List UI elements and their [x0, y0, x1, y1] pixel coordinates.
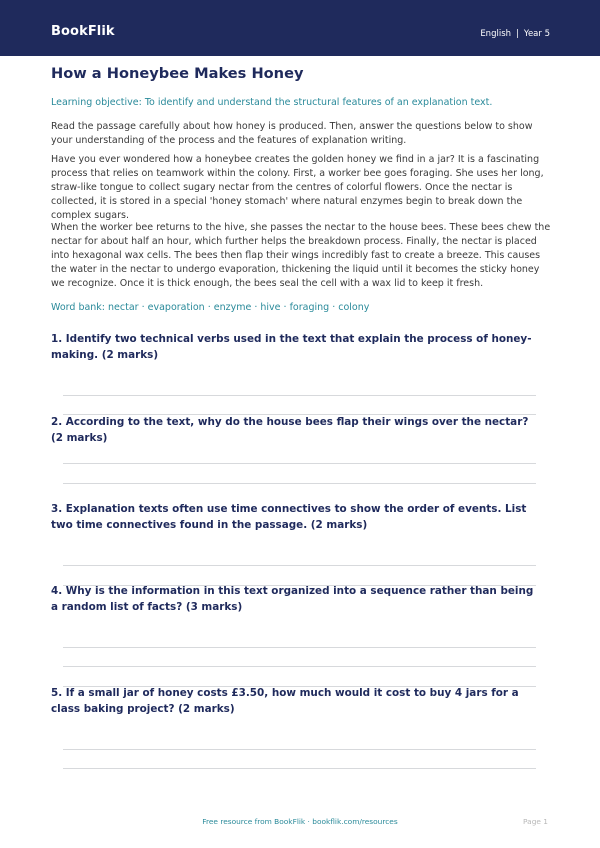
answer-line[interactable] — [63, 647, 536, 648]
answer-line[interactable] — [63, 483, 536, 484]
answer-line[interactable] — [63, 666, 536, 667]
answer-line[interactable] — [63, 749, 536, 750]
question-4: 4. Why is the information in this text organized into a sequence rather than being a random list of facts? (3 marks) — [51, 585, 534, 613]
page-header — [0, 0, 600, 56]
question-5: 5. If a small jar of honey costs £3.50, how much would it cost to buy 4 jars for a class baking project? (2 marks) — [51, 687, 519, 715]
brand-logo: BookFlik — [51, 24, 115, 39]
question-2: 2. According to the text, why do the house bees flap their wings over the nectar? (2 marks) — [51, 416, 529, 444]
passage-paragraph-2: When the worker bee returns to the hive, she passes the nectar to the house bees. These bees chew the nectar for about half an hour, which further helps the breakdown process. Finally, the nectar is placed into hexagonal wax cells. The bees then flap their wings incredibly fast to create a breeze. This causes the water in the nectar to undergo evaporation, thickening the liquid until it becomes the sticky honey we recognize. Once it is thick enough, the bees seal the cell with a wax lid to keep it fresh. — [51, 222, 551, 289]
answer-line[interactable] — [63, 768, 536, 769]
page-title: How a Honeybee Makes Honey — [51, 65, 304, 82]
answer-line[interactable] — [63, 395, 536, 396]
meta-separator: | — [516, 29, 519, 39]
learning-objective: Learning objective: To identify and understand the structural features of an explanation text. — [51, 97, 493, 108]
year-label: Year 5 — [523, 29, 550, 39]
answer-line[interactable] — [63, 565, 536, 566]
subject-label: English — [480, 29, 512, 39]
page-number: Page 1 — [523, 817, 548, 826]
footer-credit: Free resource from BookFlik · bookflik.com/resources — [202, 817, 398, 826]
answer-line[interactable] — [63, 463, 536, 464]
question-3: 3. Explanation texts often use time connectives to show the order of events. List two time connectives found in the passage. (2 marks) — [51, 503, 527, 531]
word-bank: Word bank: nectar · evaporation · enzyme · hive · foraging · colony — [51, 302, 370, 313]
passage-paragraph-1: Have you ever wondered how a honeybee creates the golden honey we find in a jar? It is a fascinating process that relies on teamwork within the colony. First, a worker bee goes foraging. She uses her long, straw-like tongue to collect sugary nectar from the centres of colorful flowers. Once the nectar is collected, it is stored in a special 'honey stomach' where natural enzymes begin to break down the complex sugars. — [51, 154, 544, 221]
instructions: Read the passage carefully about how honey is produced. Then, answer the questions below to show your understanding of the process and the features of explanation writing. — [51, 121, 533, 146]
question-1: 1. Identify two technical verbs used in the text that explain the process of honey-making. (2 marks) — [51, 333, 532, 361]
subject-year-label — [480, 29, 550, 39]
